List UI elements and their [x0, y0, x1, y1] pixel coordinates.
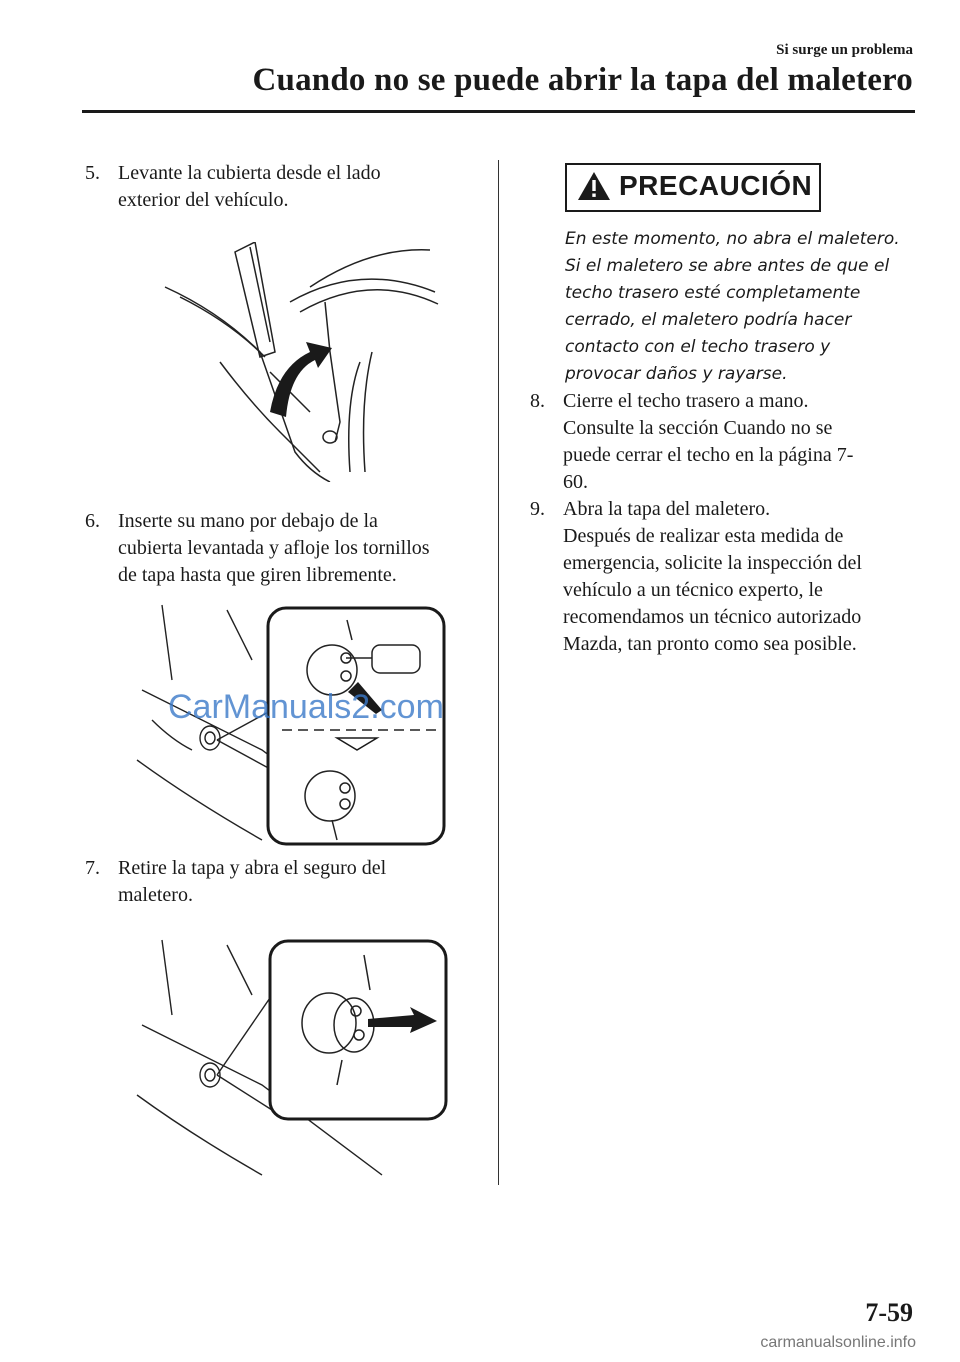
caution-line: contacto con el techo trasero y [565, 337, 831, 357]
step-number: 9. [530, 498, 545, 520]
caution-line: provocar daños y rayarse. [565, 364, 788, 384]
step-line: Retire la tapa y abra el seguro del [118, 857, 387, 879]
step-line: cubierta levantada y afloje los tornillos [118, 537, 430, 559]
step-5 [85, 160, 485, 220]
caution-label: PRECAUCIÓN [619, 170, 813, 201]
step-line: Abra la tapa del maletero. [563, 498, 771, 520]
caution-text [565, 226, 910, 388]
caution-line: techo trasero esté completamente [565, 283, 861, 303]
step-number: 8. [530, 390, 545, 412]
step-line: recomendamos un técnico autorizado [563, 606, 862, 628]
caution-line: En este momento, no abra el maletero. [565, 229, 900, 249]
step-line: vehículo a un técnico experto, le [563, 579, 823, 601]
step-9 [530, 496, 930, 661]
illustration-remove-cap [132, 935, 450, 1180]
step-line: emergencia, solicite la inspección del [563, 552, 862, 574]
caution-line: cerrado, el maletero podría hacer [565, 310, 852, 330]
header-rule [82, 110, 915, 113]
step-number: 6. [85, 510, 100, 532]
step-line: maletero. [118, 884, 193, 906]
caution-header [565, 163, 821, 212]
section-heading: Si surge un problema [776, 42, 913, 58]
page-title: Cuando no se puede abrir la tapa del maletero [252, 62, 913, 98]
step-8 [530, 388, 930, 503]
footer-site[interactable]: carmanualsonline.info [760, 1334, 916, 1351]
step-line: Inserte su mano por debajo de la [118, 510, 378, 532]
step-line: 60. [563, 471, 588, 493]
step-line: exterior del vehículo. [118, 189, 289, 211]
watermark: CarManuals2.com [168, 688, 444, 726]
step-line: Levante la cubierta desde el lado [118, 162, 381, 184]
step-line: puede cerrar el techo en la página 7- [563, 444, 854, 466]
step-number: 5. [85, 162, 100, 184]
step-line: Después de realizar esta medida de [563, 525, 844, 547]
step-line: Mazda, tan pronto como sea posible. [563, 633, 857, 655]
step-6 [85, 508, 490, 593]
warning-triangle-icon [577, 171, 611, 201]
column-divider [498, 160, 499, 1185]
caution-line: Si el maletero se abre antes de que el [565, 256, 890, 276]
step-line: Consulte la sección Cuando no se [563, 417, 833, 439]
step-7 [85, 855, 485, 915]
step-number: 7. [85, 857, 100, 879]
page-number: 7-59 [865, 1298, 913, 1327]
step-line: Cierre el techo trasero a mano. [563, 390, 809, 412]
illustration-lift-cover [160, 242, 440, 482]
step-line: de tapa hasta que giren libremente. [118, 564, 397, 586]
